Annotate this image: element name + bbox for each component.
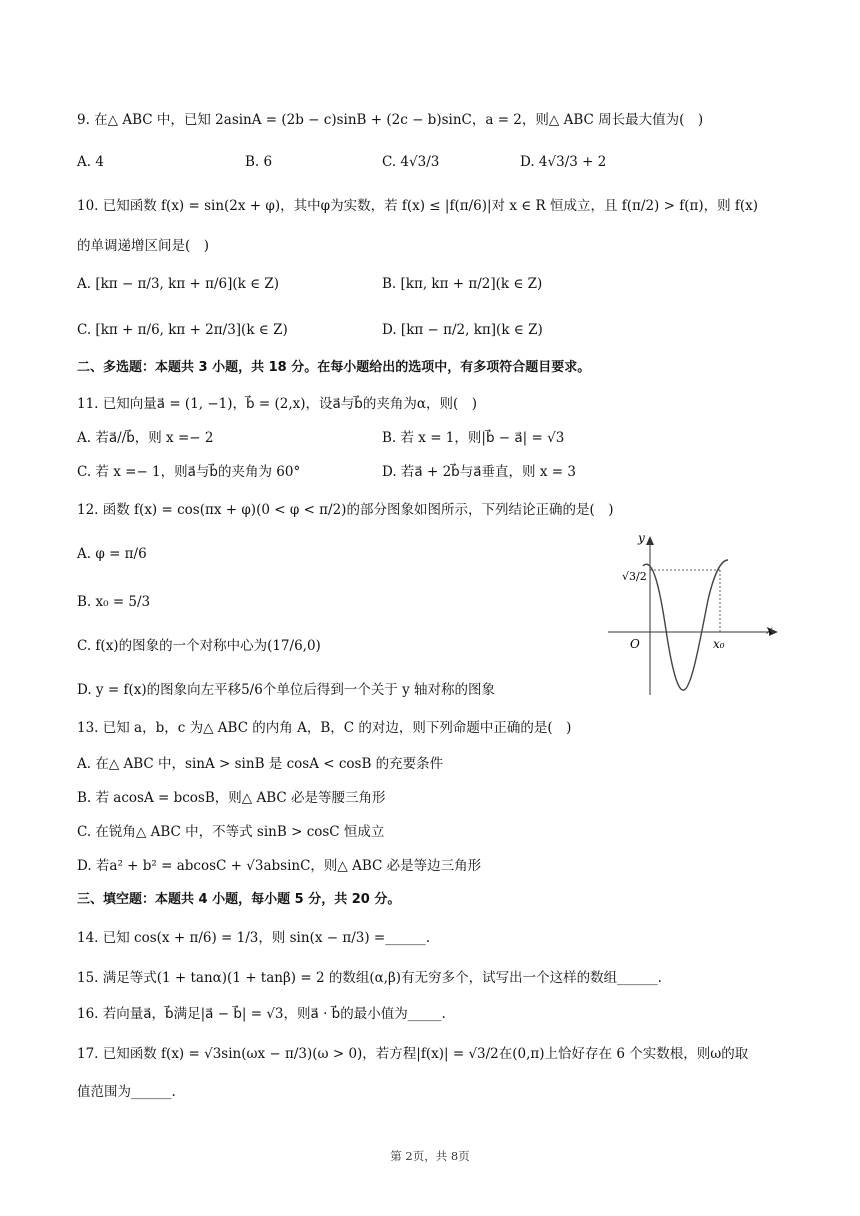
section-heading-fill-in: 三、填空题：本题共 4 小题，每小题 5 分，共 20 分。 bbox=[77, 892, 401, 907]
q11-option-b: B. 若 x = 1，则|b⃗ − a⃗| = √3 bbox=[382, 430, 565, 446]
x-label: x bbox=[766, 623, 773, 637]
tick-sqrt3-over-2: √3/2 bbox=[622, 570, 647, 583]
q10-option-b: B. [kπ, kπ + π/2](k ∈ Z) bbox=[382, 276, 543, 292]
q12-option-c: C. f(x)的图象的一个对称中心为(17/6,0) bbox=[77, 638, 321, 654]
q9-option-c: C. 4√3/3 bbox=[382, 154, 440, 170]
q11-option-c: C. 若 x =− 1，则a⃗与b⃗的夹角为 60° bbox=[77, 464, 301, 480]
q10-stem-line2: 的单调递增区间是( ) bbox=[77, 238, 210, 254]
q10-option-a: A. [kπ − π/3, kπ + π/6](k ∈ Z) bbox=[77, 276, 280, 292]
q9-option-d: D. 4√3/3 + 2 bbox=[520, 154, 607, 170]
q11-option-d: D. 若a⃗ + 2b⃗与a⃗垂直，则 x = 3 bbox=[382, 464, 576, 480]
q12-option-a: A. φ = π/6 bbox=[77, 546, 147, 562]
q13-option-b: B. 若 acosA = bcosB，则△ ABC 必是等腰三角形 bbox=[77, 790, 386, 806]
q15-stem: 15. 满足等式(1 + tanα)(1 + tanβ) = 2 的数组(α,β)有无穷多个，试写出一个这样的数组______. bbox=[77, 970, 662, 986]
q14-stem: 14. 已知 cos(x + π/6) = 1/3，则 sin(x − π/3) =______. bbox=[77, 930, 431, 946]
q13-stem: 13. 已知 a，b，c 为△ ABC 的内角 A，B，C 的对边，则下列命题中正确的是( ) bbox=[77, 720, 572, 736]
q13-option-c: C. 在锐角△ ABC 中，不等式 sinB > cosC 恒成立 bbox=[77, 824, 385, 840]
section-heading-multiple-choice: 二、多选题：本题共 3 小题，共 18 分。在每小题给出的选项中，有多项符合题目要求。 bbox=[77, 360, 591, 375]
y-label: y bbox=[638, 531, 645, 545]
q17-stem-line2: 值范围为______. bbox=[77, 1084, 176, 1100]
origin-label: O bbox=[630, 637, 640, 651]
q13-option-a: A. 在△ ABC 中，sinA > sinB 是 cosA < cosB 的充要条件 bbox=[77, 756, 444, 772]
q13-option-d: D. 若a² + b² = abcosC + √3absinC，则△ ABC 必是等边三角形 bbox=[77, 858, 482, 874]
q12-stem: 12. 函数 f(x) = cos(πx + φ)(0 < φ < π/2)的部分图象如图所示，下列结论正确的是( ) bbox=[77, 502, 614, 518]
q10-option-c: C. [kπ + π/6, kπ + 2π/3](k ∈ Z) bbox=[77, 322, 288, 338]
q16-stem: 16. 若向量a⃗，b⃗满足|a⃗ − b⃗| = √3，则a⃗ · b⃗的最小值为_____. bbox=[77, 1006, 446, 1022]
x0-label: x₀ bbox=[713, 637, 725, 651]
y-axis-arrow bbox=[646, 536, 654, 545]
q10-stem-line1: 10. 已知函数 f(x) = sin(2x + φ)，其中φ为实数，若 f(x) ≤ |f(π/6)|对 x ∈ R 恒成立，且 f(π/2) > f(π)，则 f(x) bbox=[77, 198, 759, 214]
q9-stem: 9. 在△ ABC 中，已知 2asinA = (2b − c)sinB + (2c − b)sinC，a = 2，则△ ABC 周长最大值为( ) bbox=[77, 112, 704, 128]
q11-option-a: A. 若a⃗//b⃗，则 x =− 2 bbox=[77, 430, 214, 446]
q12-option-d: D. y = f(x)的图象向左平移5/6个单位后得到一个关于 y 轴对称的图象 bbox=[77, 682, 496, 698]
q10-option-d: D. [kπ − π/2, kπ](k ∈ Z) bbox=[382, 322, 543, 338]
q9-option-b: B. 6 bbox=[245, 154, 273, 170]
cosine-curve bbox=[643, 560, 728, 690]
page-number-footer: 第 2页，共 8页 bbox=[390, 1149, 470, 1163]
q17-stem-line1: 17. 已知函数 f(x) = √3sin(ωx − π/3)(ω > 0)，若方程|f(x)| = √3/2在(0,π)上恰好存在 6 个实数根，则ω的取 bbox=[77, 1046, 749, 1062]
q12-option-b: B. x₀ = 5/3 bbox=[77, 594, 151, 610]
q11-stem: 11. 已知向量a⃗ = (1, −1)，b⃗ = (2,x)，设a⃗与b⃗的夹角为α，则( ) bbox=[77, 396, 478, 412]
q9-option-a: A. 4 bbox=[77, 154, 104, 170]
q12-cosine-graph bbox=[608, 530, 786, 695]
